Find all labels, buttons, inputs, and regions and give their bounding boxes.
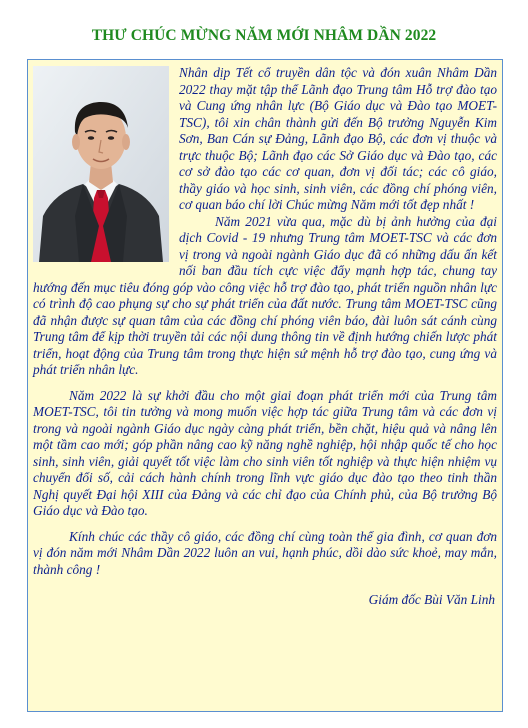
paragraph-2022: Năm 2022 là sự khởi đầu cho một giai đoạn phát triển mới của Trung tâm MOET-TSC, tôi tin tưởng và mong muốn việc hợp tác giữa Trung tâm và các đơn vị trong và ngoài ngành Giáo dục ngày càng phát triển, bền chặt, hiệu quả và nâng lên một tầm cao mới; góp phần nâng cao kỹ năng nghề nghiệp, hội nhập quốc tế cho học sinh, sinh viên, giải quyết tốt việc làm cho sinh viên tốt nghiệp và thực hiện nhiệm vụ chuyển đổi số, cải cách hành chính trong lĩnh vực giáo dục đào tạo theo tinh thần Nghị quyết Đại hội XIII của Đảng và các chỉ đạo của Chính phủ, của Bộ trưởng Bộ Giáo dục và Đào tạo.	[33, 387, 497, 518]
letter-body	[33, 65, 497, 578]
director-photo	[33, 66, 169, 262]
portrait-illustration	[33, 66, 169, 262]
signature: Giám đốc Bùi Văn Linh	[368, 592, 495, 607]
page-title: THƯ CHÚC MỪNG NĂM MỚI NHÂM DẦN 2022	[91, 27, 437, 44]
paragraph-wishes: Kính chúc các thầy cô giáo, các đồng chí cùng toàn thể gia đình, cơ quan đơn vị đón năm mới Nhâm Dần 2022 luôn an vui, hạnh phúc, dồi dào sức khoẻ, may mắn, thành công !	[33, 528, 497, 577]
paragraph-2021: Năm 2021 vừa qua, mặc dù bị ảnh hưởng của đại dịch Covid - 19 nhưng Trung tâm MOET-TSC và các đơn vị trong và ngoài ngành Giáo dục đã có những dấu ấn kết nối ban đầu tích cực việc đẩy mạnh hợp tác, chung tay hướng đến mục tiêu đóng góp vào công việc hỗ trợ đào tạo, phát triển nguồn nhân lực có trình độ cao phụng sự cho sự phát triển của đất nước. Trung tâm MOET-TSC cũng đã nhận được sự quan tâm của các đồng chí phóng viên báo, đài luôn sát cánh cùng Trung tâm để kịp thời truyền tải các nội dung thông tin về định hướng chiến lược phát triển, hoạt động của Trung tâm trong thực hiện sứ mệnh hỗ trợ đào tạo, cung ứng và phát triển nhân lực.	[33, 213, 497, 377]
paragraph-greeting: Nhân dịp Tết cổ truyền dân tộc và đón xuân Nhâm Dần 2022 thay mặt tập thể Lãnh đạo Trung tâm Hỗ trợ đào tạo và Cung ứng nhân lực (Bộ Giáo dục và Đào tạo MOET-TSC), tôi xin chân thành gửi đến Bộ trưởng Nguyễn Kim Sơn, Ban Cán sự Đảng, Lãnh đạo Bộ, các đơn vị thuộc và trực thuộc Bộ; Lãnh đạo các Sở Giáo dục và Đào tạo, các cơ sở đào tạo các cơ quan, đơn vị đối tác; các cô giáo, thầy giáo và học sinh, sinh viên, các đồng chí phóng viên, cơ quan báo chí lời Chúc mừng Năm mới tốt đẹp nhất !	[179, 65, 497, 212]
letter-box	[27, 59, 503, 712]
